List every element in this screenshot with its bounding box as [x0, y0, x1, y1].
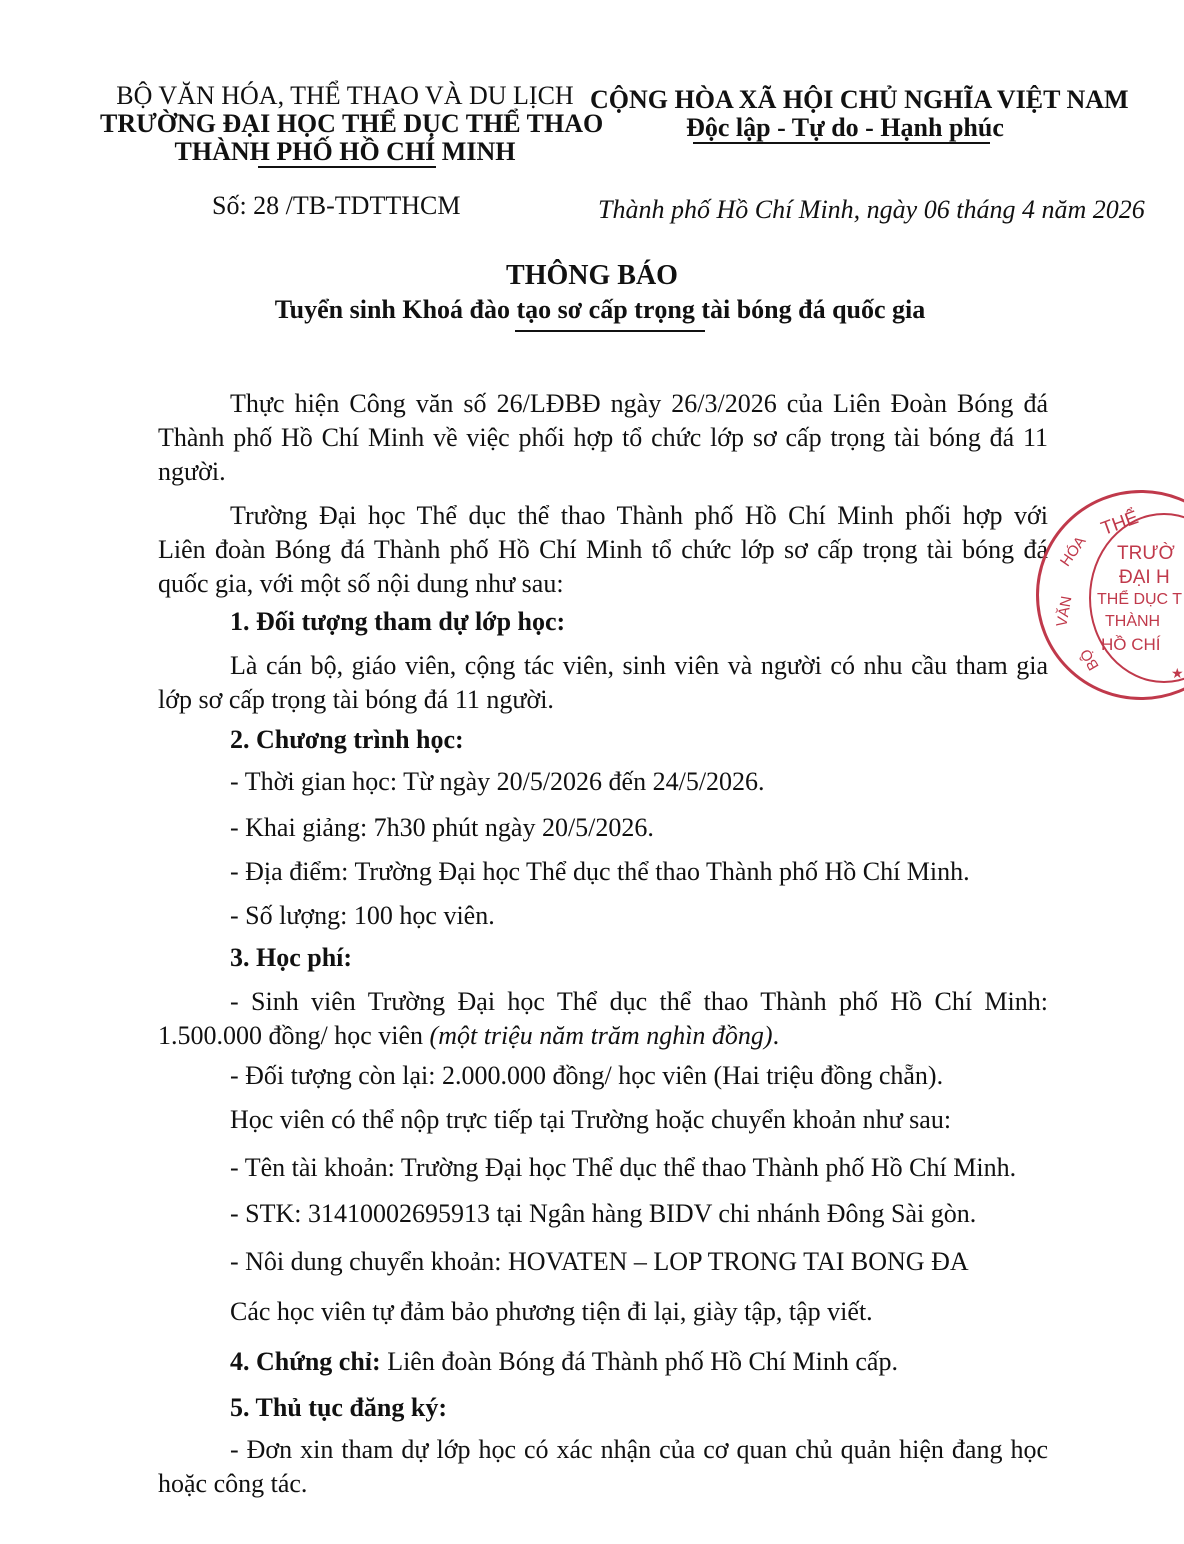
tuition-student-line: - Sinh viên Trường Đại học Thể dục thể thao Thành phố Hồ Chí Minh: [230, 987, 1048, 1016]
seal-text: TRƯỜ [1117, 543, 1175, 564]
official-seal [1036, 490, 1184, 700]
seal-text: THÀNH [1105, 613, 1161, 630]
section-heading: 5. Thủ tục đăng ký: [230, 1393, 447, 1422]
section1-line: lớp sơ cấp trọng tài bóng đá 11 người. [158, 685, 554, 714]
section2-item: - Địa điểm: Trường Đại học Thể dục thể thao Thành phố Hồ Chí Minh. [230, 857, 970, 886]
section-heading: 1. Đối tượng tham dự lớp học: [230, 607, 566, 636]
equipment-note: Các học viên tự đảm bảo phương tiện đi lại, giày tập, tập viết. [230, 1297, 873, 1326]
section4-text: Liên đoàn Bóng đá Thành phố Hồ Chí Minh cấp. [380, 1347, 898, 1376]
section-heading: 2. Chương trình học: [230, 725, 464, 754]
account-number: - STK: 31410002695913 tại Ngân hàng BIDV chi nhánh Đông Sài gòn. [230, 1199, 977, 1228]
seal-text: BỘ [1077, 645, 1103, 674]
intro-line: người. [158, 457, 226, 486]
section2-item: - Số lượng: 100 học viên. [230, 901, 495, 930]
document-date: Thành phố Hồ Chí Minh, ngày 06 tháng 4 năm 2026 [598, 195, 1145, 224]
document-number: Số: 28 /TB-TDTTHCM [212, 191, 461, 220]
seal-star-icon: ★ [1171, 665, 1184, 681]
transfer-content: - Nôi dung chuyển khoản: HOVATEN – LOP TRONG TAI BONG ĐA [230, 1247, 969, 1276]
intro-line: Trường Đại học Thể dục thể thao Thành phố Hồ Chí Minh phối hợp với [230, 501, 1048, 530]
tuition-student-amount [158, 1020, 779, 1053]
payment-intro: Học viên có thể nộp trực tiếp tại Trường hoặc chuyển khoản như sau: [230, 1105, 952, 1134]
seal-text: THỂ DỤC T [1097, 591, 1183, 608]
page-title: THÔNG BÁO [506, 260, 678, 291]
seal-text: VĂN [1053, 594, 1076, 629]
title-underline [515, 330, 705, 332]
student-amount-words: (một triệu năm trăm nghìn đồng) [429, 1021, 773, 1050]
intro-line: Liên đoàn Bóng đá Thành phố Hồ Chí Minh tổ chức lớp sơ cấp trọng tài bóng đá [158, 535, 1048, 564]
section5-line: - Đơn xin tham dự lớp học có xác nhận của cơ quan chủ quản hiện đang học [230, 1435, 1048, 1464]
intro-line: quốc gia, với một số nội dung như sau: [158, 569, 564, 598]
seal-text: ĐẠI H [1119, 567, 1170, 588]
seal-text: HỒ CHÍ [1101, 635, 1161, 654]
university-name: TRƯỜNG ĐẠI HỌC THỂ DỤC THỂ THAO [100, 109, 604, 138]
university-city: THÀNH PHỐ HỒ CHÍ MINH [174, 137, 516, 166]
page-subtitle: Tuyển sinh Khoá đào tạo sơ cấp trọng tài bóng đá quốc gia [274, 295, 926, 324]
intro-line: Thành phố Hồ Chí Minh về việc phối hợp tổ chức lớp sơ cấp trọng tài bóng đá 11 [158, 423, 1048, 452]
section4 [230, 1346, 898, 1379]
seal-text: HÓA [1056, 533, 1090, 570]
header-left-underline [258, 166, 436, 168]
intro-line: Thực hiện Công văn số 26/LĐBĐ ngày 26/3/2026 của Liên Đoàn Bóng đá [230, 389, 1048, 418]
student-amount-end: . [772, 1021, 780, 1050]
section5-line: hoặc công tác. [158, 1469, 308, 1498]
header-right-underline [693, 142, 990, 144]
section1-line: Là cán bộ, giáo viên, cộng tác viên, sinh viên và người có nhu cầu tham gia [230, 651, 1048, 680]
ministry-name: BỘ VĂN HÓA, THỂ THAO VÀ DU LỊCH [116, 81, 574, 110]
section2-item: - Khai giảng: 7h30 phút ngày 20/5/2026. [230, 813, 654, 842]
account-name: - Tên tài khoản: Trường Đại học Thể dục thể thao Thành phố Hồ Chí Minh. [230, 1153, 1017, 1182]
motto: Độc lập - Tự do - Hạnh phúc [686, 113, 1004, 142]
section-heading: 4. Chứng chỉ: [230, 1347, 381, 1376]
section2-item: - Thời gian học: Từ ngày 20/5/2026 đến 24/5/2026. [230, 767, 765, 796]
section-heading: 3. Học phí: [230, 943, 353, 972]
seal-text: THỂ [1098, 507, 1142, 540]
student-amount: 1.500.000 đồng/ học viên [158, 1021, 430, 1050]
tuition-other: - Đối tượng còn lại: 2.000.000 đồng/ học viên (Hai triệu đồng chẵn). [230, 1061, 944, 1090]
country-name: CỘNG HÒA XÃ HỘI CHỦ NGHĨA VIỆT NAM [590, 85, 1129, 114]
